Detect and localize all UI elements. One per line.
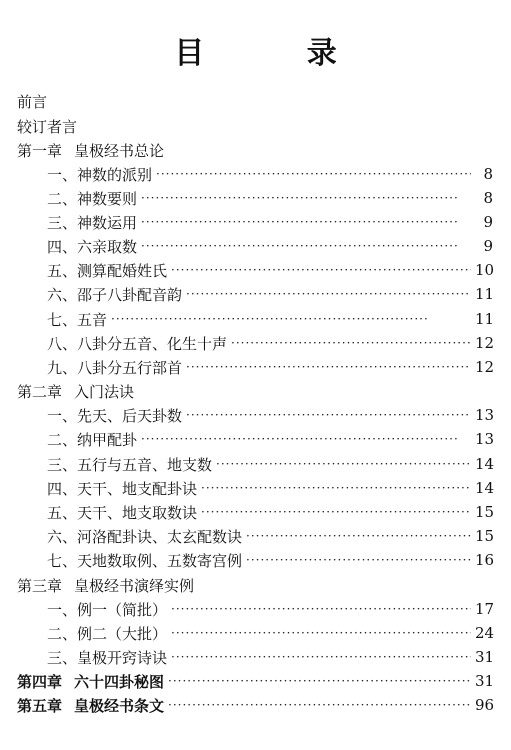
toc-section-entry[interactable] xyxy=(47,259,493,281)
toc-page-number: 17 xyxy=(475,600,495,618)
toc-section-entry[interactable] xyxy=(47,308,493,330)
toc-entry-text: 纳甲配卦 xyxy=(77,430,138,449)
toc-page-number: 16 xyxy=(475,551,495,569)
toc-chapter-entry[interactable] xyxy=(17,694,493,716)
toc-entry-label xyxy=(47,357,182,378)
toc-entry-text: 五音 xyxy=(77,310,108,329)
toc-entry-label xyxy=(47,188,137,209)
toc-entry-text: 测算配婚姓氏 xyxy=(77,261,168,280)
toc-entry-number: 二、 xyxy=(47,430,78,449)
toc-entry-text: 天干、地支取数诀 xyxy=(77,503,198,522)
toc-page-number: 10 xyxy=(475,261,495,279)
toc-leader-dots xyxy=(171,650,471,664)
toc-section-entry[interactable] xyxy=(47,501,493,523)
toc-leader-dots xyxy=(156,167,471,181)
toc-chapter-entry[interactable] xyxy=(17,90,47,112)
toc-leader-dots xyxy=(186,408,471,422)
toc-entry-label xyxy=(47,429,137,450)
toc-entry-number: 一、 xyxy=(47,165,78,184)
toc-section-entry[interactable] xyxy=(47,525,493,547)
toc-entry-number: 三、 xyxy=(47,455,78,474)
toc-entry-text: 例二（大批） xyxy=(77,624,168,643)
toc-entry-number: 五、 xyxy=(47,261,78,280)
toc-entry-label xyxy=(17,575,194,596)
toc-entry-text: 神数要则 xyxy=(77,189,138,208)
toc-entry-text: 皇极经书演绎实例 xyxy=(74,576,195,595)
toc-leader-dots xyxy=(186,287,471,301)
toc-entry-label xyxy=(47,478,197,499)
toc-entry-label xyxy=(17,91,47,112)
toc-leader-dots xyxy=(141,432,471,446)
toc-section-entry[interactable] xyxy=(47,549,493,571)
toc-entry-text: 例一（简批） xyxy=(77,600,168,619)
toc-entry-number: 六、 xyxy=(47,285,78,304)
toc-leader-dots xyxy=(246,529,471,543)
toc-entry-label xyxy=(47,550,242,571)
toc-entry-label xyxy=(47,333,227,354)
toc-entry-text: 天地数取例、五数寄宫例 xyxy=(77,551,243,570)
toc-entry-number: 四、 xyxy=(47,237,78,256)
toc-entry-text: 八卦分五音、化生十声 xyxy=(77,334,228,353)
toc-leader-dots xyxy=(141,239,471,253)
toc-entry-number: 六、 xyxy=(47,527,78,546)
toc-entry-label xyxy=(17,671,164,692)
toc-entry-text: 五行与五音、地支数 xyxy=(77,455,213,474)
toc-leader-dots xyxy=(111,312,471,326)
toc-leader-dots xyxy=(246,553,471,567)
toc-entry-label xyxy=(47,164,152,185)
toc-page-number: 11 xyxy=(475,285,495,303)
toc-entry-label xyxy=(47,454,212,475)
toc-chapter-entry[interactable] xyxy=(17,115,77,137)
toc-entry-number: 九、 xyxy=(47,358,78,377)
toc-section-entry[interactable] xyxy=(47,235,493,257)
toc-leader-dots xyxy=(186,360,471,374)
toc-entry-label xyxy=(47,260,167,281)
toc-leader-dots xyxy=(171,263,471,277)
toc-page-number: 8 xyxy=(483,189,493,207)
toc-page-number: 13 xyxy=(475,406,495,424)
toc-entry-text: 入门法诀 xyxy=(74,382,135,401)
toc-page-number: 8 xyxy=(483,165,493,183)
toc-section-entry[interactable] xyxy=(47,163,493,185)
toc-section-entry[interactable] xyxy=(47,332,493,354)
toc-entry-label xyxy=(47,405,182,426)
toc-entry-number: 七、 xyxy=(47,310,78,329)
toc-entry-text: 河洛配卦诀、太玄配数诀 xyxy=(77,527,243,546)
toc-page-number: 12 xyxy=(475,334,495,352)
toc-entry-number: 第一章 xyxy=(17,141,63,160)
toc-section-entry[interactable] xyxy=(47,453,493,475)
toc-page-number: 31 xyxy=(475,672,495,690)
toc-entry-text: 皇极经书条文 xyxy=(74,696,165,715)
toc-entry-number: 三、 xyxy=(47,648,78,667)
toc-entry-text: 皇极开窍诗诀 xyxy=(77,648,168,667)
toc-entry-number: 二、 xyxy=(47,189,78,208)
toc-chapter-entry[interactable] xyxy=(17,574,194,596)
toc-entry-label xyxy=(47,502,197,523)
toc-leader-dots xyxy=(168,698,471,712)
toc-section-entry[interactable] xyxy=(47,428,493,450)
toc-entry-text: 八卦分五行部首 xyxy=(77,358,183,377)
toc-leader-dots xyxy=(171,626,471,640)
toc-entry-number: 五、 xyxy=(47,503,78,522)
toc-entry-text: 天干、地支配卦诀 xyxy=(77,479,198,498)
toc-section-entry[interactable] xyxy=(47,211,493,233)
toc-leader-dots xyxy=(141,215,471,229)
toc-entry-label xyxy=(47,647,167,668)
toc-section-entry[interactable] xyxy=(47,598,493,620)
toc-entry-number: 一、 xyxy=(47,600,78,619)
toc-entry-text: 先天、后天卦数 xyxy=(77,406,183,425)
toc-entry-number: 三、 xyxy=(47,213,78,232)
toc-chapter-entry[interactable] xyxy=(17,139,164,161)
toc-section-entry[interactable] xyxy=(47,477,493,499)
toc-chapter-entry[interactable] xyxy=(17,670,493,692)
page-title: 目 录 xyxy=(174,36,383,71)
toc-page-number: 12 xyxy=(475,358,495,376)
toc-entry-number: 二、 xyxy=(47,624,78,643)
toc-leader-dots xyxy=(216,457,471,471)
toc-entry-number: 第四章 xyxy=(17,672,63,691)
toc-page-number: 24 xyxy=(475,624,495,642)
toc-entry-text: 皇极经书总论 xyxy=(74,141,165,160)
toc-page-number: 15 xyxy=(475,503,495,521)
toc-leader-dots xyxy=(201,481,471,495)
toc-entry-text: 六十四卦秘图 xyxy=(74,672,165,691)
toc-entry-text: 前言 xyxy=(17,92,48,111)
toc-entry-label xyxy=(47,284,182,305)
toc-entry-text: 神数的派别 xyxy=(77,165,153,184)
toc-entry-label xyxy=(47,623,167,644)
toc-page-number: 9 xyxy=(483,213,493,231)
toc-entry-label xyxy=(47,236,137,257)
toc-section-entry[interactable] xyxy=(47,646,493,668)
toc-entry-number: 四、 xyxy=(47,479,78,498)
toc-page-number: 11 xyxy=(475,310,495,328)
toc-entry-text: 邵子八卦配音韵 xyxy=(77,285,183,304)
toc-page-number: 15 xyxy=(475,527,495,545)
toc-entry-number: 七、 xyxy=(47,551,78,570)
toc-page-number: 13 xyxy=(475,430,495,448)
toc-entry-number: 八、 xyxy=(47,334,78,353)
toc-entry-label xyxy=(17,116,77,137)
toc-entry-text: 较订者言 xyxy=(17,117,78,136)
toc-section-entry[interactable] xyxy=(47,404,493,426)
toc-entry-label xyxy=(47,599,167,620)
toc-section-entry[interactable] xyxy=(47,622,493,644)
toc-section-entry[interactable] xyxy=(47,187,493,209)
toc-leader-dots xyxy=(168,674,471,688)
toc-page-number: 96 xyxy=(475,696,495,714)
toc-entry-text: 六亲取数 xyxy=(77,237,138,256)
toc-page-number: 9 xyxy=(483,237,493,255)
toc-chapter-entry[interactable] xyxy=(17,380,134,402)
toc-page-number: 14 xyxy=(475,455,495,473)
toc-page-number: 14 xyxy=(475,479,495,497)
toc-leader-dots xyxy=(141,191,471,205)
toc-entry-number: 第二章 xyxy=(17,382,63,401)
toc-entry-label xyxy=(17,381,134,402)
toc-entry-label xyxy=(17,140,164,161)
toc-entry-text: 神数运用 xyxy=(77,213,138,232)
toc-entry-label xyxy=(47,212,137,233)
toc-entry-label xyxy=(47,309,107,330)
toc-section-entry[interactable] xyxy=(47,283,493,305)
toc-page-number: 31 xyxy=(475,648,495,666)
toc-leader-dots xyxy=(231,336,471,350)
toc-entry-label xyxy=(17,695,164,716)
toc-entry-number: 第三章 xyxy=(17,576,63,595)
toc-entry-number: 一、 xyxy=(47,406,78,425)
toc-entry-number: 第五章 xyxy=(17,696,63,715)
toc-leader-dots xyxy=(201,505,471,519)
toc-entry-label xyxy=(47,526,242,547)
toc-section-entry[interactable] xyxy=(47,356,493,378)
toc-leader-dots xyxy=(171,602,471,616)
